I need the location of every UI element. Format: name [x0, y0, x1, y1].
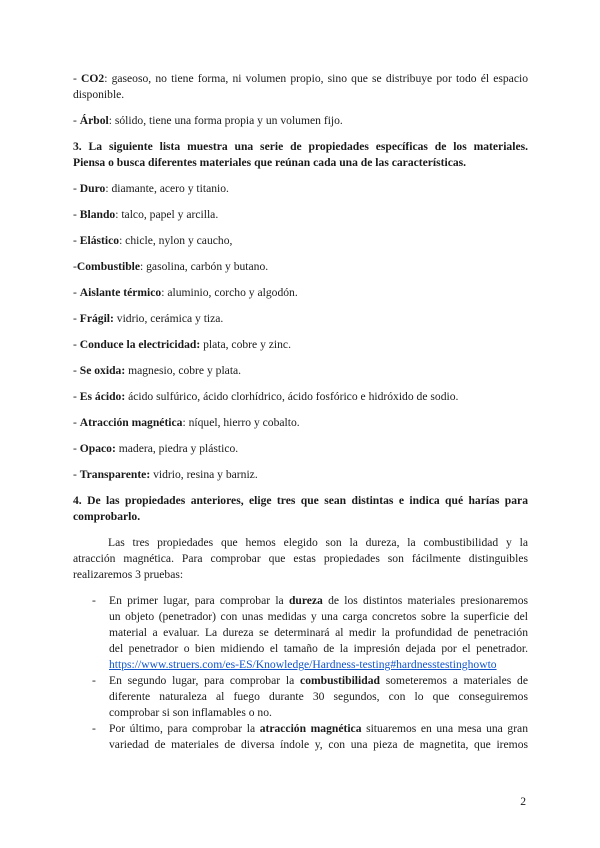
- bullet1-line4: del penetrador o bien midiendo el tamaño de la impresión dejada por el penetrador.: [109, 642, 528, 655]
- question-3-line2: Piensa o busca diferentes materiales que reúnan cada una de las características.: [73, 156, 467, 169]
- intro-line2: atracción magnética. Para comprobar que estas propiedades son fácilmente distinguibles: [73, 552, 528, 565]
- prop-se-oxida: - Se oxida: magnesio, cobre y plata.: [73, 364, 242, 377]
- question-3-line1: 3. La siguiente lista muestra una serie de propiedades específicas de los materiales.: [73, 140, 528, 153]
- question-4-line1: 4. De las propiedades anteriores, elige tres que sean distintas e indica qué harías para: [73, 494, 528, 507]
- bullet2-line3: comprobar si son inflamables o no.: [109, 706, 272, 719]
- prop-aislante-termico: - Aislante térmico: aluminio, corcho y algodón.: [73, 286, 298, 299]
- item-arbol: - Árbol: sólido, tiene una forma propia y un volumen fijo.: [73, 114, 343, 127]
- item-co2-continuation: disponible.: [73, 88, 125, 101]
- intro-line3: realizaremos 3 pruebas:: [73, 568, 184, 581]
- bullet-marker: -: [92, 674, 96, 687]
- bullet3-line2: variedad de materiales de diversa índole y, con una pieza de magnetita, que iremos: [109, 738, 528, 751]
- prop-conduce-electricidad: - Conduce la electricidad: plata, cobre y zinc.: [73, 338, 291, 351]
- page-number: 2: [520, 795, 526, 808]
- bullet1-line3: material a evaluar. La dureza se determinará al medir la profundidad de penetración: [109, 626, 528, 639]
- intro-line1: Las tres propiedades que hemos elegido son la dureza, la combustibilidad y la: [108, 536, 528, 549]
- prop-atraccion-magnetica: - Atracción magnética: níquel, hierro y cobalto.: [73, 416, 300, 429]
- bullet3-line1: Por último, para comprobar la atracción magnética situaremos en una mesa una gran: [109, 722, 529, 735]
- prop-opaco: - Opaco: madera, piedra y plástico.: [73, 442, 239, 455]
- prop-duro: - Duro: diamante, acero y titanio.: [73, 182, 229, 195]
- question-4-line2: comprobarlo.: [73, 510, 141, 523]
- prop-combustible: -Combustible: gasolina, carbón y butano.: [73, 260, 269, 273]
- prop-elastico: - Elástico: chicle, nylon y caucho,: [73, 234, 233, 247]
- bullet-marker: -: [92, 594, 96, 607]
- prop-es-acido: - Es ácido: ácido sulfúrico, ácido clorhídrico, ácido fosfórico e hidróxido de sodio.: [73, 390, 459, 403]
- prop-fragil: - Frágil: vidrio, cerámica y tiza.: [73, 312, 224, 325]
- bullet2-line2: diferente naturaleza al fuego durante 30 segundos, con lo que conseguiremos: [109, 690, 528, 703]
- hardness-link[interactable]: [109, 657, 528, 673]
- hardness-link-text[interactable]: https://www.struers.com/es-ES/Knowledge/Hardness-testing#hardnesstestinghowto: [109, 658, 497, 671]
- bullet2-line1: En segundo lugar, para comprobar la combustibilidad someteremos a materiales de: [109, 674, 529, 687]
- bullet-marker: -: [92, 722, 96, 735]
- prop-blando: - Blando: talco, papel y arcilla.: [73, 208, 219, 221]
- bullet1-line2: un objeto (penetrador) con unas medidas y una carga concretos sobre la superficie del: [109, 610, 528, 623]
- item-co2: - CO2: gaseoso, no tiene forma, ni volumen propio, sino que se distribuye por todo él espacio: [73, 72, 528, 85]
- prop-transparente: - Transparente: vidrio, resina y barniz.: [73, 468, 258, 481]
- bullet1-line1: En primer lugar, para comprobar la dureza de los distintos materiales presionaremos: [109, 594, 529, 607]
